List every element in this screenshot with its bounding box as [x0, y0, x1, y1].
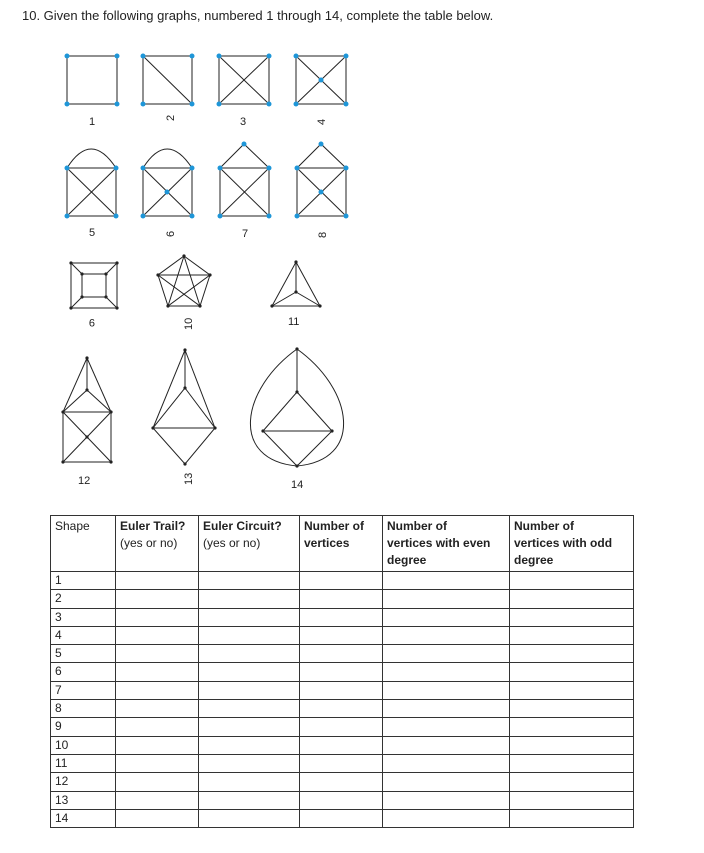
answer-cell[interactable]: [510, 754, 634, 772]
graph-label-11: 11: [288, 316, 300, 328]
graph-label-13: 13: [183, 472, 195, 485]
row-shape-number: 10: [51, 736, 116, 754]
table-row: [51, 590, 634, 608]
answer-cell[interactable]: [300, 754, 383, 772]
row-shape-number: 2: [51, 590, 116, 608]
answer-table: [50, 515, 634, 828]
answer-cell[interactable]: [199, 626, 300, 644]
row-shape-number: 9: [51, 718, 116, 736]
answer-cell[interactable]: [383, 572, 510, 590]
graph-13: [153, 350, 215, 464]
answer-cell[interactable]: [199, 681, 300, 699]
graph-14: [250, 349, 343, 466]
header-odd-degree: Number of vertices with odd degree: [510, 516, 634, 572]
answer-cell[interactable]: [383, 626, 510, 644]
table-row: [51, 645, 634, 663]
vertex-dots-small: [61, 254, 333, 467]
answer-cell[interactable]: [116, 590, 199, 608]
vertex-dots: [65, 54, 349, 219]
table-row: [51, 791, 634, 809]
graph-label-9: 9: [88, 316, 95, 328]
answer-cell[interactable]: [199, 700, 300, 718]
answer-cell[interactable]: [510, 681, 634, 699]
graph-3: [219, 56, 269, 104]
answer-cell[interactable]: [383, 608, 510, 626]
graph-5: [67, 149, 116, 216]
graph-label-8: 8: [317, 231, 329, 238]
answer-cell[interactable]: [383, 754, 510, 772]
graph-label-5: 5: [89, 227, 96, 239]
answer-cell[interactable]: [300, 663, 383, 681]
header-euler-trail: Euler Trail? (yes or no): [116, 516, 199, 572]
answer-cell[interactable]: [300, 736, 383, 754]
answer-cell[interactable]: [510, 572, 634, 590]
answer-cell[interactable]: [116, 718, 199, 736]
answer-cell[interactable]: [300, 718, 383, 736]
table-row: [51, 663, 634, 681]
answer-cell[interactable]: [116, 626, 199, 644]
answer-cell[interactable]: [116, 681, 199, 699]
row-shape-number: 6: [51, 663, 116, 681]
graph-12: [63, 358, 111, 462]
header-shape: Shape: [51, 516, 116, 572]
answer-cell[interactable]: [300, 645, 383, 663]
answer-cell[interactable]: [300, 608, 383, 626]
answer-cell[interactable]: [510, 626, 634, 644]
answer-cell[interactable]: [199, 590, 300, 608]
row-shape-number: 11: [51, 754, 116, 772]
answer-cell[interactable]: [116, 773, 199, 791]
table-row: [51, 608, 634, 626]
answer-cell[interactable]: [116, 791, 199, 809]
table-row: [51, 736, 634, 754]
row-shape-number: 1: [51, 572, 116, 590]
answer-cell[interactable]: [383, 681, 510, 699]
answer-cell[interactable]: [510, 700, 634, 718]
answer-cell[interactable]: [199, 645, 300, 663]
row-shape-number: 8: [51, 700, 116, 718]
answer-cell[interactable]: [383, 718, 510, 736]
question-text: 10. Given the following graphs, numbered 1 through 14, complete the table below.: [22, 8, 494, 23]
answer-cell[interactable]: [510, 590, 634, 608]
answer-cell[interactable]: [383, 773, 510, 791]
graph-label-12: 12: [78, 475, 91, 487]
graph-7: [220, 144, 269, 216]
answer-cell[interactable]: [116, 572, 199, 590]
row-shape-number: 13: [51, 791, 116, 809]
answer-cell[interactable]: [510, 736, 634, 754]
answer-cell[interactable]: [510, 663, 634, 681]
graph-label-10: 10: [183, 317, 195, 330]
table-row: [51, 809, 634, 827]
table-row: [51, 754, 634, 772]
graph-label-3: 3: [240, 116, 247, 128]
answer-cell[interactable]: [199, 608, 300, 626]
row-shape-number: 4: [51, 626, 116, 644]
answer-cell[interactable]: [383, 791, 510, 809]
answer-cell[interactable]: [116, 663, 199, 681]
graph-label-6: 6: [165, 230, 177, 237]
header-euler-circuit: Euler Circuit? (yes or no): [199, 516, 300, 572]
answer-cell[interactable]: [199, 773, 300, 791]
table-row: [51, 681, 634, 699]
table-row: [51, 572, 634, 590]
answer-cell[interactable]: [300, 572, 383, 590]
answer-cell[interactable]: [116, 809, 199, 827]
answer-cell[interactable]: [116, 700, 199, 718]
answer-cell[interactable]: [116, 645, 199, 663]
header-even-degree: Number of vertices with even degree: [383, 516, 510, 572]
answer-cell[interactable]: [510, 809, 634, 827]
answer-cell[interactable]: [510, 773, 634, 791]
graph-10: [158, 256, 210, 306]
table-row: [51, 718, 634, 736]
graph-label-1: 1: [89, 116, 96, 128]
header-num-vertices: Number of vertices: [300, 516, 383, 572]
answer-cell[interactable]: [116, 736, 199, 754]
answer-cell[interactable]: [199, 663, 300, 681]
answer-cell[interactable]: [383, 590, 510, 608]
row-shape-number: 12: [51, 773, 116, 791]
row-shape-number: 5: [51, 645, 116, 663]
answer-cell[interactable]: [300, 791, 383, 809]
answer-cell[interactable]: [510, 645, 634, 663]
answer-cell[interactable]: [116, 608, 199, 626]
table-row: [51, 626, 634, 644]
table-row: [51, 773, 634, 791]
answer-cell[interactable]: [383, 736, 510, 754]
answer-cell[interactable]: [199, 809, 300, 827]
row-shape-number: 14: [51, 809, 116, 827]
graph-2: [143, 56, 192, 104]
row-shape-number: 7: [51, 681, 116, 699]
graph-label-14: 14: [291, 479, 304, 491]
answer-cell[interactable]: [199, 736, 300, 754]
graph-9: [71, 263, 117, 308]
graph-11: [272, 262, 320, 306]
answer-cell[interactable]: [510, 608, 634, 626]
graph-6: [143, 149, 192, 216]
answer-cell[interactable]: [300, 700, 383, 718]
answer-cell[interactable]: [116, 754, 199, 772]
answer-cell[interactable]: [300, 626, 383, 644]
answer-cell[interactable]: [199, 572, 300, 590]
answer-cell[interactable]: [300, 590, 383, 608]
answer-cell[interactable]: [199, 791, 300, 809]
answer-cell[interactable]: [199, 754, 300, 772]
graph-label-7: 7: [242, 228, 249, 240]
graph-label-2: 2: [165, 114, 177, 121]
graph-8: [297, 144, 346, 216]
answer-cell[interactable]: [199, 718, 300, 736]
answer-cell[interactable]: [510, 718, 634, 736]
answer-cell[interactable]: [383, 700, 510, 718]
answer-cell[interactable]: [300, 773, 383, 791]
graph-label-4: 4: [316, 118, 328, 125]
graph-1: [67, 56, 117, 104]
answer-cell[interactable]: [510, 791, 634, 809]
answer-cell[interactable]: [300, 681, 383, 699]
table-row: [51, 700, 634, 718]
answer-cell[interactable]: [300, 809, 383, 827]
answer-cell[interactable]: [383, 809, 510, 827]
answer-cell[interactable]: [383, 663, 510, 681]
row-shape-number: 3: [51, 608, 116, 626]
answer-cell[interactable]: [383, 645, 510, 663]
table-header-row: [51, 516, 634, 572]
